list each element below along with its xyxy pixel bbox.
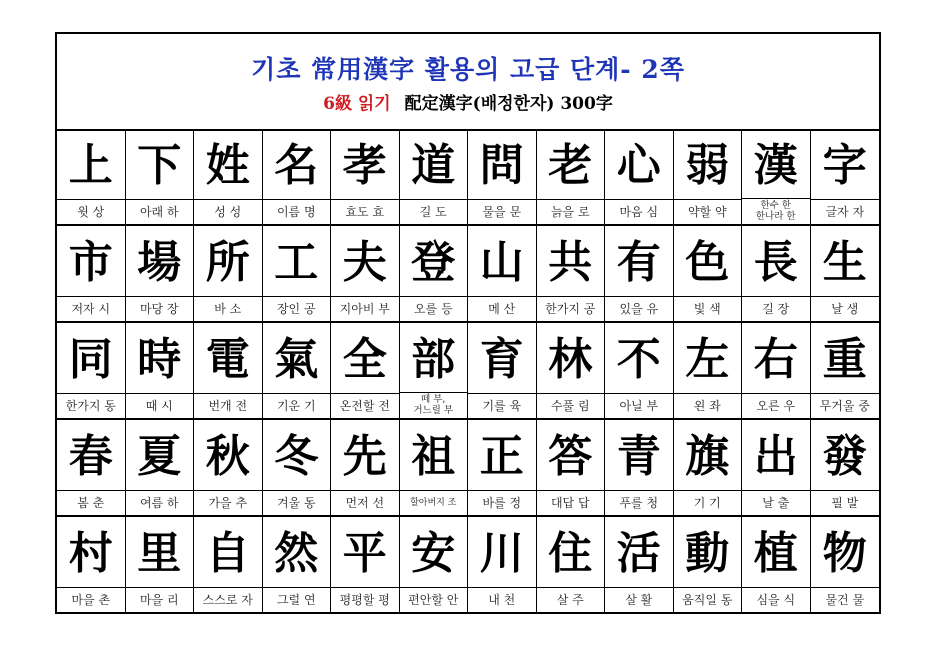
hanja-character: 夏 [137, 431, 182, 482]
hanja-character: 答 [548, 431, 593, 482]
hanja-cell [263, 517, 332, 612]
hanja-cell [126, 420, 195, 515]
page-subtitle [57, 89, 879, 114]
hanja-cell [194, 517, 263, 612]
hanja-character: 同 [68, 334, 113, 385]
hanja-meaning: 수풀 림 [537, 393, 605, 418]
hanja-character: 弱 [685, 140, 730, 191]
hanja-cell [57, 517, 126, 612]
hanja-character: 山 [479, 237, 524, 288]
hanja-meaning: 장인 공 [263, 296, 331, 321]
hanja-meaning: 떼 부, 거느릴 부 [400, 392, 468, 418]
hanja-cell [468, 129, 537, 224]
hanja-character: 春 [68, 431, 113, 482]
hanja-cell [811, 517, 880, 612]
hanja-character: 林 [548, 334, 593, 385]
hanja-cell [742, 226, 811, 321]
hanja-cell [331, 226, 400, 321]
hanja-meaning: 아래 하 [126, 199, 194, 224]
hanja-meaning: 날 생 [811, 296, 880, 321]
hanja-worksheet [55, 32, 881, 614]
hanja-cell [126, 129, 195, 224]
hanja-cell [263, 129, 332, 224]
hanja-cell [194, 226, 263, 321]
hanja-character: 工 [274, 237, 319, 288]
hanja-cell [400, 420, 469, 515]
hanja-character: 右 [753, 334, 798, 385]
hanja-cell [742, 323, 811, 418]
hanja-character: 問 [479, 140, 524, 191]
hanja-meaning: 이름 명 [263, 199, 331, 224]
worksheet-header [57, 34, 879, 131]
hanja-character: 秋 [205, 431, 250, 482]
hanja-character: 重 [822, 334, 867, 385]
hanja-meaning: 그럴 연 [263, 587, 331, 612]
character-row [57, 420, 879, 517]
hanja-cell [126, 323, 195, 418]
hanja-character: 青 [616, 431, 661, 482]
hanja-meaning: 살 주 [537, 587, 605, 612]
hanja-cell [331, 420, 400, 515]
level-label: 6級 읽기 [323, 94, 391, 114]
hanja-meaning: 빛 색 [674, 296, 742, 321]
hanja-character: 住 [548, 528, 593, 579]
character-row [57, 226, 879, 323]
hanja-character: 平 [342, 528, 387, 579]
hanja-meaning: 마음 심 [605, 199, 673, 224]
hanja-meaning: 마을 촌 [57, 587, 125, 612]
hanja-character: 漢 [753, 140, 798, 191]
hanja-meaning: 늙을 로 [537, 199, 605, 224]
hanja-character: 里 [137, 528, 182, 579]
hanja-meaning: 때 시 [126, 393, 194, 418]
hanja-meaning: 물건 물 [811, 587, 880, 612]
hanja-cell [605, 226, 674, 321]
hanja-character: 然 [274, 528, 319, 579]
hanja-character: 孝 [342, 140, 387, 191]
hanja-character: 發 [822, 431, 867, 482]
hanja-character: 姓 [205, 140, 250, 191]
hanja-character: 正 [479, 431, 524, 482]
hanja-meaning: 마당 장 [126, 296, 194, 321]
hanja-cell [468, 323, 537, 418]
hanja-cell [674, 517, 743, 612]
character-row [57, 129, 879, 226]
hanja-cell [537, 420, 606, 515]
hanja-cell [57, 129, 126, 224]
hanja-cell [400, 226, 469, 321]
hanja-character: 有 [616, 237, 661, 288]
hanja-meaning: 여름 하 [126, 490, 194, 515]
hanja-cell [126, 226, 195, 321]
hanja-character: 左 [685, 334, 730, 385]
hanja-character: 川 [479, 528, 524, 579]
hanja-character: 冬 [274, 431, 319, 482]
hanja-character: 道 [411, 140, 456, 191]
hanja-character: 氣 [274, 334, 319, 385]
hanja-meaning: 필 발 [811, 490, 880, 515]
hanja-character: 生 [822, 237, 867, 288]
hanja-meaning: 봄 춘 [57, 490, 125, 515]
hanja-cell [605, 420, 674, 515]
hanja-character: 上 [68, 140, 113, 191]
hanja-character: 不 [616, 334, 661, 385]
hanja-cell [537, 226, 606, 321]
hanja-meaning: 저자 시 [57, 296, 125, 321]
hanja-character: 物 [822, 528, 867, 579]
hanja-character: 夫 [342, 237, 387, 288]
hanja-meaning: 마을 리 [126, 587, 194, 612]
hanja-cell [194, 323, 263, 418]
hanja-meaning: 내 천 [468, 587, 536, 612]
hanja-cell [126, 517, 195, 612]
hanja-cell [331, 517, 400, 612]
hanja-cell [468, 420, 537, 515]
hanja-cell [674, 323, 743, 418]
hanja-meaning: 물을 문 [468, 199, 536, 224]
hanja-meaning: 효도 효 [331, 199, 399, 224]
hanja-cell [468, 517, 537, 612]
hanja-character: 出 [753, 431, 798, 482]
hanja-meaning: 기 기 [674, 490, 742, 515]
hanja-meaning: 있을 유 [605, 296, 673, 321]
hanja-character: 時 [137, 334, 182, 385]
hanja-character: 植 [753, 528, 798, 579]
character-row [57, 517, 879, 614]
hanja-character: 先 [342, 431, 387, 482]
hanja-meaning: 왼 좌 [674, 393, 742, 418]
hanja-cell [468, 226, 537, 321]
hanja-character: 下 [137, 140, 182, 191]
hanja-meaning: 아닐 부 [605, 393, 673, 418]
hanja-character: 祖 [411, 431, 456, 482]
hanja-cell [263, 323, 332, 418]
hanja-character: 市 [68, 237, 113, 288]
hanja-meaning: 대답 답 [537, 490, 605, 515]
hanja-character: 所 [205, 237, 250, 288]
hanja-cell [194, 129, 263, 224]
hanja-cell [537, 323, 606, 418]
hanja-meaning: 가을 추 [194, 490, 262, 515]
hanja-cell [263, 226, 332, 321]
hanja-meaning: 무거울 중 [811, 393, 880, 418]
hanja-cell [811, 129, 880, 224]
hanja-character: 電 [205, 334, 250, 385]
hanja-cell [537, 517, 606, 612]
hanja-cell [605, 323, 674, 418]
hanja-cell [400, 517, 469, 612]
hanja-meaning: 길 도 [400, 199, 468, 224]
hanja-meaning: 기를 육 [468, 393, 536, 418]
hanja-meaning: 번개 전 [194, 393, 262, 418]
hanja-meaning: 움직일 동 [674, 587, 742, 612]
hanja-character: 老 [548, 140, 593, 191]
hanja-meaning: 길 장 [742, 296, 810, 321]
hanja-character: 色 [685, 237, 730, 288]
hanja-cell [811, 323, 880, 418]
hanja-character: 部 [411, 334, 456, 385]
hanja-cell [742, 517, 811, 612]
hanja-meaning: 먼저 선 [331, 490, 399, 515]
hanja-meaning: 한가지 공 [537, 296, 605, 321]
hanja-cell [263, 420, 332, 515]
hanja-character: 自 [205, 528, 250, 579]
hanja-meaning: 약할 약 [674, 199, 742, 224]
hanja-cell [742, 129, 811, 224]
hanja-character: 名 [274, 140, 319, 191]
hanja-cell [605, 129, 674, 224]
hanja-meaning: 푸를 청 [605, 490, 673, 515]
hanja-meaning: 오를 등 [400, 296, 468, 321]
hanja-character: 動 [685, 528, 730, 579]
hanja-cell [57, 420, 126, 515]
hanja-meaning: 기운 기 [263, 393, 331, 418]
hanja-meaning: 날 출 [742, 490, 810, 515]
hanja-cell [674, 420, 743, 515]
hanja-character: 旗 [685, 431, 730, 482]
hanja-meaning: 겨울 동 [263, 490, 331, 515]
hanja-cell [674, 129, 743, 224]
hanja-meaning: 바 소 [194, 296, 262, 321]
hanja-meaning: 오른 우 [742, 393, 810, 418]
hanja-cell [400, 323, 469, 418]
hanja-cell [57, 226, 126, 321]
character-grid [57, 129, 879, 614]
hanja-meaning: 한가지 동 [57, 393, 125, 418]
hanja-character: 登 [411, 237, 456, 288]
hanja-cell [194, 420, 263, 515]
hanja-character: 字 [822, 140, 867, 191]
hanja-character: 全 [342, 334, 387, 385]
hanja-cell [811, 226, 880, 321]
hanja-character: 心 [616, 140, 661, 191]
hanja-meaning: 바를 정 [468, 490, 536, 515]
hanja-cell [811, 420, 880, 515]
hanja-character: 長 [753, 237, 798, 288]
hanja-character: 共 [548, 237, 593, 288]
hanja-cell [605, 517, 674, 612]
hanja-character: 安 [411, 528, 456, 579]
hanja-cell [331, 323, 400, 418]
hanja-meaning: 살 활 [605, 587, 673, 612]
page-title: 기초 常用漢字 활용의 고급 단계- 2쪽 [251, 55, 685, 84]
hanja-character: 村 [68, 528, 113, 579]
hanja-meaning: 성 성 [194, 199, 262, 224]
hanja-character: 場 [137, 237, 182, 288]
description-label: 配定漢字(배정한자) 300字 [404, 94, 613, 114]
hanja-cell [57, 323, 126, 418]
hanja-meaning: 편안할 안 [400, 587, 468, 612]
hanja-cell [537, 129, 606, 224]
hanja-meaning: 평평할 평 [331, 587, 399, 612]
hanja-meaning: 한수 한 한나라 한 [742, 198, 810, 224]
hanja-meaning: 온전할 전 [331, 393, 399, 418]
hanja-character: 活 [616, 528, 661, 579]
hanja-meaning: 할아버지 조 [400, 490, 468, 515]
hanja-meaning: 메 산 [468, 296, 536, 321]
hanja-character: 育 [479, 334, 524, 385]
character-row [57, 323, 879, 420]
hanja-cell [742, 420, 811, 515]
hanja-meaning: 윗 상 [57, 199, 125, 224]
hanja-meaning: 심을 식 [742, 587, 810, 612]
hanja-meaning: 지아비 부 [331, 296, 399, 321]
hanja-cell [674, 226, 743, 321]
hanja-cell [400, 129, 469, 224]
hanja-meaning: 스스로 자 [194, 587, 262, 612]
hanja-cell [331, 129, 400, 224]
hanja-meaning: 글자 자 [811, 199, 880, 224]
